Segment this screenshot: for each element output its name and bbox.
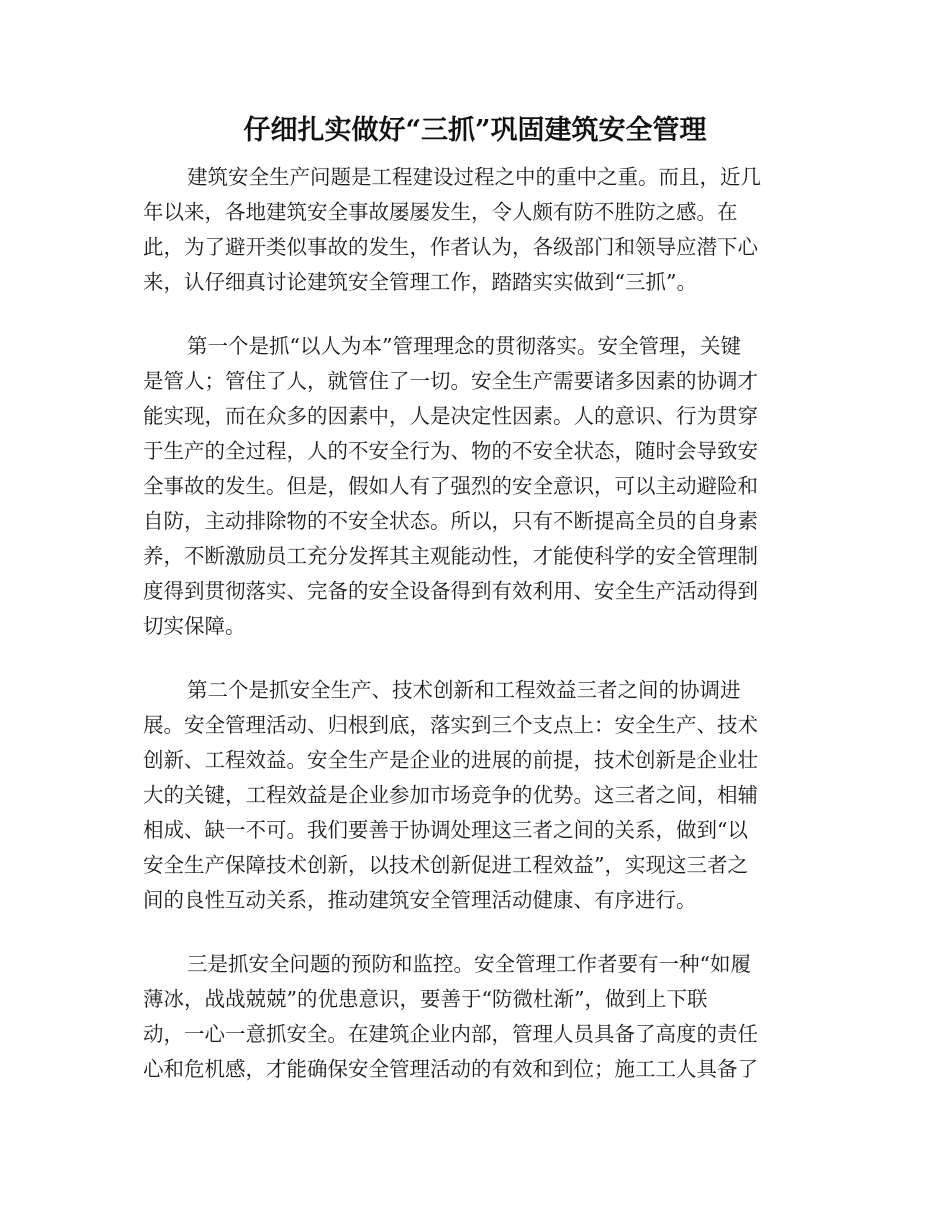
text-line: 第一个是抓“以人为本”管理理念的贯彻落实。安全管理，关键 xyxy=(187,334,741,358)
text-line: 此，为了避开类似事故的发生，作者认为，各级部门和领导应潜下心 xyxy=(143,235,758,259)
text-line: 薄冰，战战兢兢”的优患意识，要善于“防微杜渐”，做到上下联 xyxy=(143,987,708,1011)
text-line: 养，不断激励员工充分发挥其主观能动性，才能使科学的安全管理制 xyxy=(143,544,758,568)
paragraph-intro xyxy=(143,160,803,300)
paragraph-coordination xyxy=(143,673,803,918)
text-line: 切实保障。 xyxy=(143,614,246,638)
paragraph-prevention xyxy=(143,947,803,1087)
text-line: 度得到贯彻落实、完备的安全设备得到有效利用、安全生产活动得到 xyxy=(143,579,758,603)
text-line: 能实现，而在众多的因素中，人是决定性因素。人的意识、行为贯穿 xyxy=(143,404,758,428)
text-line: 间的良性互动关系，推动建筑安全管理活动健康、有序进行。 xyxy=(143,888,697,912)
text-line: 来，认仔细真讨论建筑安全管理工作，踏踏实实做到“三抓”。 xyxy=(143,270,697,294)
text-line: 年以来，各地建筑安全事故屡屡发生，令人颇有防不胜防之感。在 xyxy=(143,200,738,224)
text-line: 大的关键，工程效益是企业参加市场竞争的优势。这三者之间，相辅 xyxy=(143,783,758,807)
text-line: 自防，主动排除物的不安全状态。所以，只有不断提高全员的自身素 xyxy=(143,509,758,533)
document-title: 仔细扎实做好“三抓”巩固建筑安全管理 xyxy=(243,115,707,146)
text-line: 三是抓安全问题的预防和监控。安全管理工作者要有一种“如履 xyxy=(187,952,751,976)
text-line: 心和危机感，才能确保安全管理活动的有效和到位；施工工人具备了 xyxy=(143,1057,758,1081)
text-line: 全事故的发生。但是，假如人有了强烈的安全意识，可以主动避险和 xyxy=(143,474,758,498)
text-line: 相成、缺一不可。我们要善于协调处理这三者之间的关系，做到“以 xyxy=(143,818,748,842)
text-line: 是管人；管住了人，就管住了一切。安全生产需要诸多因素的协调才 xyxy=(143,369,758,393)
text-line: 第二个是抓安全生产、技术创新和工程效益三者之间的协调进 xyxy=(187,678,741,702)
text-line: 动，一心一意抓安全。在建筑企业内部，管理人员具备了高度的责任 xyxy=(143,1022,758,1046)
text-line: 创新、工程效益。安全生产是企业的进展的前提，技术创新是企业壮 xyxy=(143,748,758,772)
paragraph-people-first xyxy=(143,329,803,644)
text-line: 于生产的全过程，人的不安全行为、物的不安全状态，随时会导致安 xyxy=(143,439,758,463)
document-body xyxy=(143,160,803,1116)
text-line: 安全生产保障技术创新，以技术创新促进工程效益”，实现这三者之 xyxy=(143,853,748,877)
text-line: 展。安全管理活动、归根到底，落实到三个支点上：安全生产、技术 xyxy=(143,713,758,737)
text-line: 建筑安全生产问题是工程建设过程之中的重中之重。而且，近几 xyxy=(187,165,761,189)
